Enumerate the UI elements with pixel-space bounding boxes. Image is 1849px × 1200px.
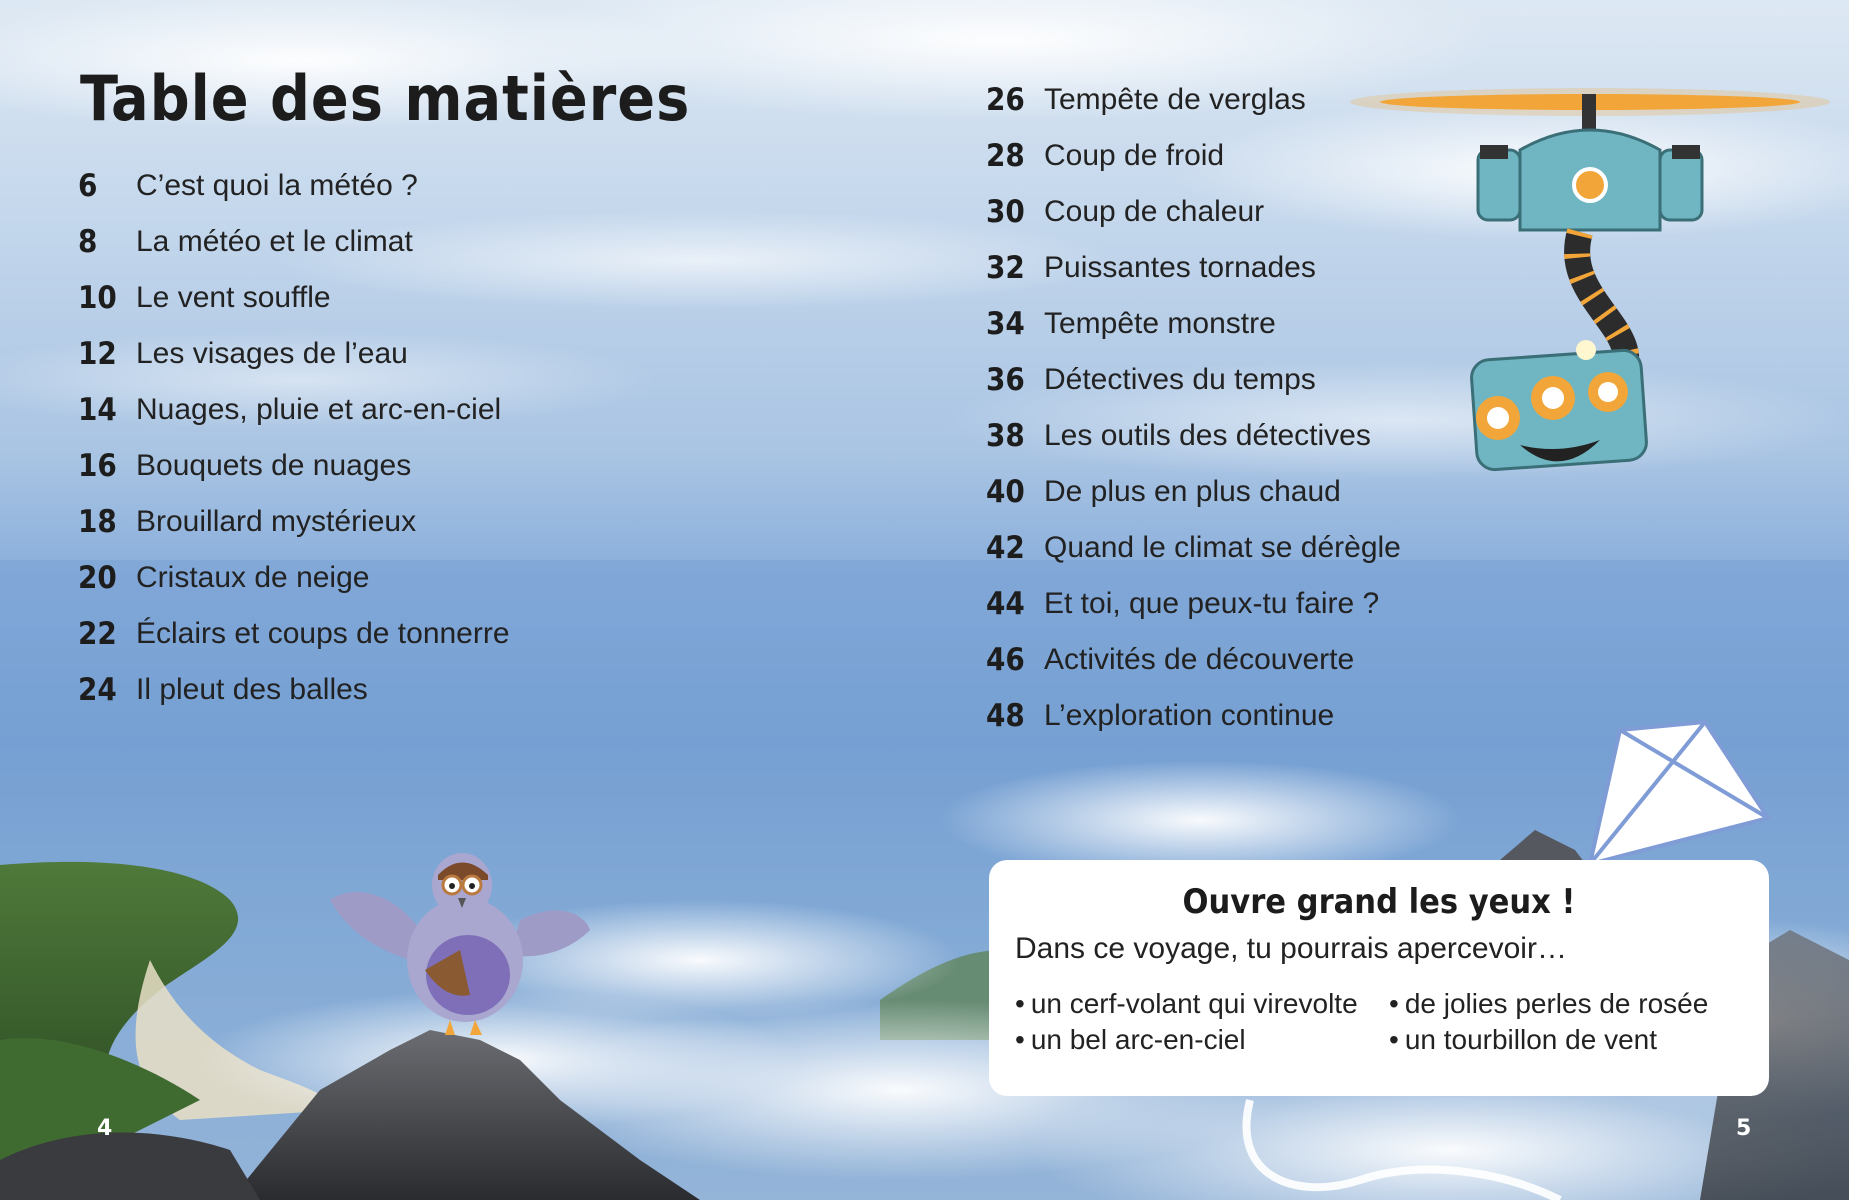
- toc-page-number: 18: [78, 504, 117, 540]
- toc-page-number: 20: [78, 560, 117, 596]
- info-box: [989, 860, 1769, 1096]
- toc-page-number: 38: [986, 418, 1025, 454]
- toc-page-number: 24: [78, 672, 117, 708]
- toc-page-number: 8: [78, 224, 98, 260]
- info-box-intro: Dans ce voyage, tu pourrais apercevoir…: [1015, 932, 1567, 965]
- toc-entry[interactable]: [986, 688, 1401, 744]
- toc-right-column: [986, 72, 1401, 744]
- toc-entry-label: Détectives du temps: [1044, 363, 1316, 396]
- info-box-list: [1015, 988, 1743, 1056]
- page-number-left: 4: [97, 1116, 113, 1141]
- toc-entry-label: L’exploration continue: [1044, 699, 1335, 732]
- info-box-title: Ouvre grand les yeux !: [1182, 882, 1576, 922]
- toc-entry-label: Nuages, pluie et arc-en-ciel: [136, 393, 502, 426]
- toc-entry-label: Quand le climat se dérègle: [1044, 531, 1401, 564]
- info-item-text: un tourbillon de vent: [1404, 1024, 1657, 1055]
- toc-entry[interactable]: [986, 128, 1401, 184]
- toc-page-number: 36: [986, 362, 1025, 398]
- toc-page-number: 28: [986, 138, 1025, 174]
- bullet-icon: •: [1389, 988, 1399, 1019]
- toc-entry[interactable]: [986, 240, 1401, 296]
- toc-page-number: 12: [78, 336, 117, 372]
- toc-entry-label: Le vent souffle: [136, 281, 331, 314]
- info-list-item: [1389, 988, 1763, 1020]
- toc-entry[interactable]: [78, 438, 510, 494]
- toc-page-number: 10: [78, 280, 117, 316]
- toc-entry-label: Tempête monstre: [1044, 307, 1276, 340]
- bullet-icon: •: [1389, 1024, 1399, 1055]
- toc-entry[interactable]: [78, 214, 510, 270]
- info-item-text: un bel arc-en-ciel: [1030, 1024, 1246, 1055]
- toc-title: Table des matières: [80, 62, 691, 135]
- toc-entry[interactable]: [986, 352, 1401, 408]
- toc-entry[interactable]: [986, 296, 1401, 352]
- toc-entry-label: Coup de froid: [1044, 139, 1225, 172]
- toc-page-number: 26: [986, 82, 1025, 118]
- toc-entry[interactable]: [986, 576, 1401, 632]
- info-list-item: [1389, 1024, 1763, 1056]
- toc-entry[interactable]: [986, 184, 1401, 240]
- toc-entry-label: Puissantes tornades: [1044, 251, 1316, 284]
- toc-entry-label: Coup de chaleur: [1044, 195, 1265, 228]
- info-item-text: de jolies perles de rosée: [1404, 988, 1709, 1019]
- toc-entry[interactable]: [78, 270, 510, 326]
- toc-entry-label: Activités de découverte: [1044, 643, 1355, 676]
- toc-entry[interactable]: [78, 550, 510, 606]
- toc-entry[interactable]: [78, 494, 510, 550]
- toc-entry-label: De plus en plus chaud: [1044, 475, 1341, 508]
- toc-page-number: 46: [986, 642, 1025, 678]
- toc-entry-label: Les visages de l’eau: [136, 337, 408, 370]
- toc-page-number: 42: [986, 530, 1025, 566]
- toc-entry-label: Tempête de verglas: [1044, 83, 1306, 116]
- toc-entry[interactable]: [78, 382, 510, 438]
- info-list-item: [1015, 1024, 1389, 1056]
- toc-page-number: 14: [78, 392, 117, 428]
- toc-entry-label: Éclairs et coups de tonnerre: [136, 617, 510, 650]
- toc-page-number: 32: [986, 250, 1025, 286]
- info-item-text: un cerf-volant qui virevolte: [1030, 988, 1358, 1019]
- toc-page-number: 6: [78, 168, 98, 204]
- toc-entry-label: Brouillard mystérieux: [136, 505, 417, 538]
- toc-entry-label: Les outils des détectives: [1044, 419, 1371, 452]
- toc-entry[interactable]: [78, 662, 510, 718]
- toc-entry[interactable]: [78, 158, 510, 214]
- toc-page-number: 22: [78, 616, 117, 652]
- toc-entry-label: Bouquets de nuages: [136, 449, 412, 482]
- toc-left-column: [78, 158, 510, 718]
- toc-entry[interactable]: [986, 72, 1401, 128]
- toc-entry[interactable]: [78, 326, 510, 382]
- bullet-icon: •: [1015, 988, 1025, 1019]
- toc-entry[interactable]: [986, 520, 1401, 576]
- toc-entry[interactable]: [986, 408, 1401, 464]
- toc-page-number: 34: [986, 306, 1025, 342]
- toc-page-number: 44: [986, 586, 1025, 622]
- bullet-icon: •: [1015, 1024, 1025, 1055]
- toc-entry[interactable]: [986, 632, 1401, 688]
- toc-entry-label: C’est quoi la météo ?: [136, 169, 418, 202]
- toc-entry-label: Cristaux de neige: [136, 561, 370, 594]
- toc-entry-label: La météo et le climat: [136, 225, 413, 258]
- toc-page-number: 30: [986, 194, 1025, 230]
- toc-page-number: 16: [78, 448, 117, 484]
- toc-entry[interactable]: [78, 606, 510, 662]
- toc-entry-label: Et toi, que peux-tu faire ?: [1044, 587, 1380, 620]
- page-number-right: 5: [1736, 1116, 1752, 1141]
- toc-entry[interactable]: [986, 464, 1401, 520]
- toc-page-number: 40: [986, 474, 1025, 510]
- info-list-item: [1015, 988, 1389, 1020]
- toc-entry-label: Il pleut des balles: [136, 673, 368, 706]
- toc-page-number: 48: [986, 698, 1025, 734]
